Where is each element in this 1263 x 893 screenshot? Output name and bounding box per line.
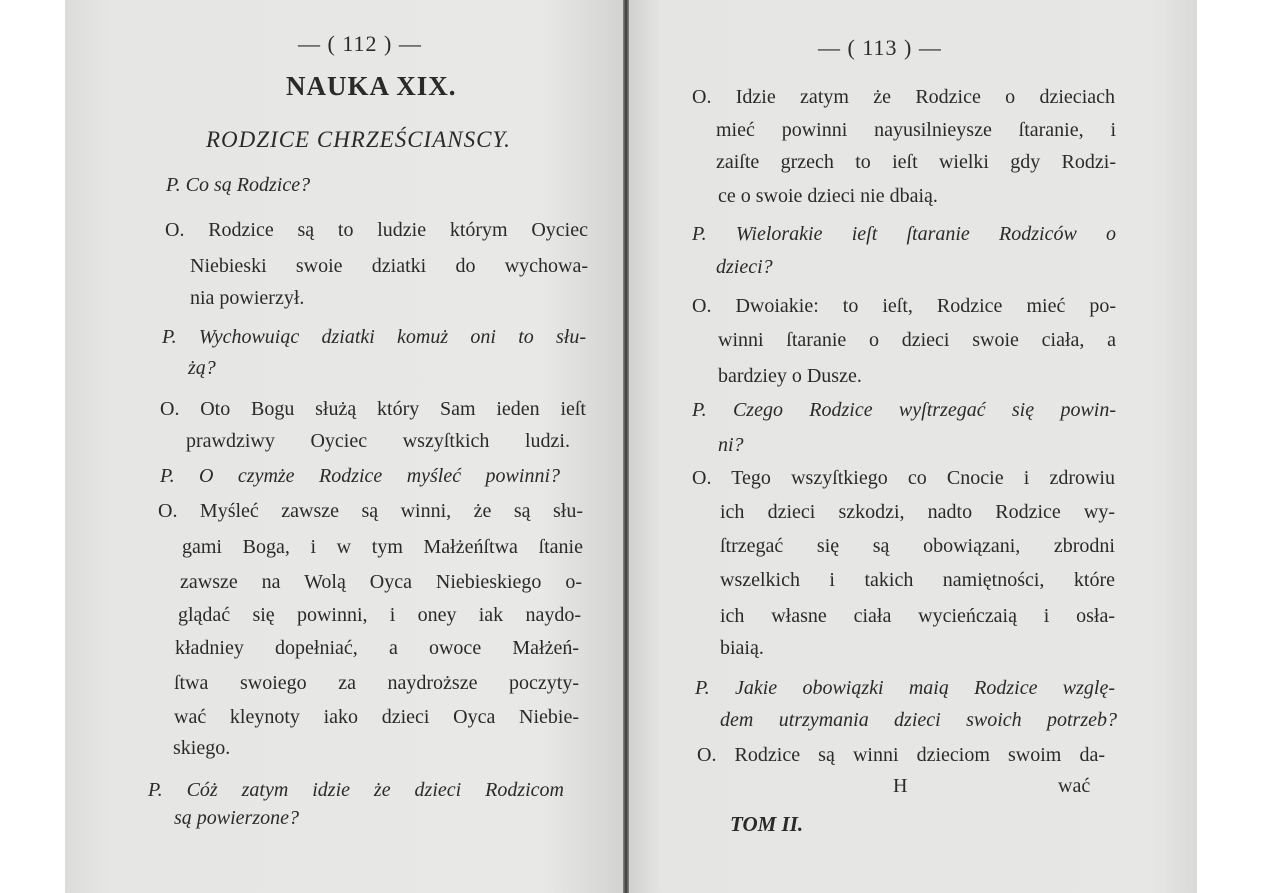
answer-line: O. Dwoiakie: to ieſt, Rodzice mieć po- (692, 295, 1116, 317)
question-line: P. Jakie obowiązki maią Rodzice wzglę- (695, 677, 1115, 699)
answer-line: ce o swoie dzieci nie dbaią. (718, 185, 938, 207)
answer-line: zawsze na Wolą Oyca Niebieskiego o- (180, 571, 582, 593)
question-line: P. Wychowuiąc dziatki komuż oni to słu- (162, 326, 586, 348)
answer-line: O. Myśleć zawsze są winni, że są słu- (158, 500, 583, 522)
question-line: P. O czymże Rodzice myśleć powinni? (160, 465, 560, 487)
answer-line: O. Rodzice są winni dzieciom swoim da- (697, 744, 1105, 766)
answer-line: O. Idzie zatym że Rodzice o dzieciach (692, 86, 1115, 108)
question-line: są powierzone? (174, 807, 299, 829)
signature-mark: H (893, 775, 908, 797)
page-number-header: — ( 112 ) — (298, 31, 422, 56)
question-line: dem utrzymania dzieci swoich potrzeb? (720, 709, 1117, 731)
answer-line: ich własne ciała wycieńczaią i osła- (720, 605, 1115, 627)
question-line: ni? (718, 434, 744, 456)
answer-line: kładniey dopełniać, a owoce Małżeń- (175, 637, 579, 659)
question-line: P. Wielorakie ieſt ſtaranie Rodziców o (692, 223, 1116, 245)
question-line: P. Czego Rodzice wyſtrzegać się powin- (692, 399, 1116, 421)
answer-line: nia powierzył. (190, 287, 305, 309)
answer-line: O. Tego wszyſtkiego co Cnocie i zdrowiu (692, 467, 1115, 489)
answer-line: wać kleynoty iako dzieci Oyca Niebie- (174, 706, 579, 728)
question-line: dzieci? (716, 256, 773, 278)
answer-line: mieć powinni nayusilnieysze ſtaranie, i (716, 119, 1116, 141)
answer-line: prawdziwy Oyciec wszyſtkich ludzi. (186, 430, 570, 452)
answer-line: O. Oto Bogu służą który Sam ieden ieſt (160, 398, 586, 420)
answer-line: O. Rodzice są to ludzie którym Oyciec (165, 219, 588, 241)
answer-line: ſtrzegać się są obowiązani, zbrodni (720, 535, 1115, 557)
question-line: P. Co są Rodzice? (166, 174, 311, 196)
question-line: P. Cóż zatym idzie że dzieci Rodzicom (148, 779, 564, 801)
answer-line: bardziey o Dusze. (718, 365, 862, 387)
answer-line: skiego. (173, 737, 231, 759)
chapter-title: NAUKA XIX. (286, 71, 457, 101)
page-number-header: — ( 113 ) — (818, 35, 942, 60)
answer-line: gami Boga, i w tym Małżeńſtwa ſtanie (182, 536, 583, 558)
chapter-subtitle: RODZICE CHRZEŚCIANSCY. (206, 127, 511, 152)
answer-line: glądać się powinni, i oney iak naydo- (178, 604, 581, 626)
answer-line: Niebieski swoie dziatki do wychowa- (190, 255, 588, 277)
answer-line: zaiſte grzech to ieſt wielki gdy Rodzi- (716, 151, 1116, 173)
book-gutter (623, 0, 629, 893)
question-line: żą? (188, 357, 216, 379)
volume-label: TOM II. (730, 812, 804, 836)
answer-line: biaią. (720, 637, 764, 659)
answer-line: ich dzieci szkodzi, nadto Rodzice wy- (720, 501, 1115, 523)
catchword: wać (1058, 775, 1091, 797)
answer-line: ſtwa swoiego za naydroższe poczyty- (174, 672, 579, 694)
answer-line: winni ſtaranie o dzieci swoie ciała, a (718, 329, 1116, 351)
answer-line: wszelkich i takich namiętności, które (720, 569, 1115, 591)
